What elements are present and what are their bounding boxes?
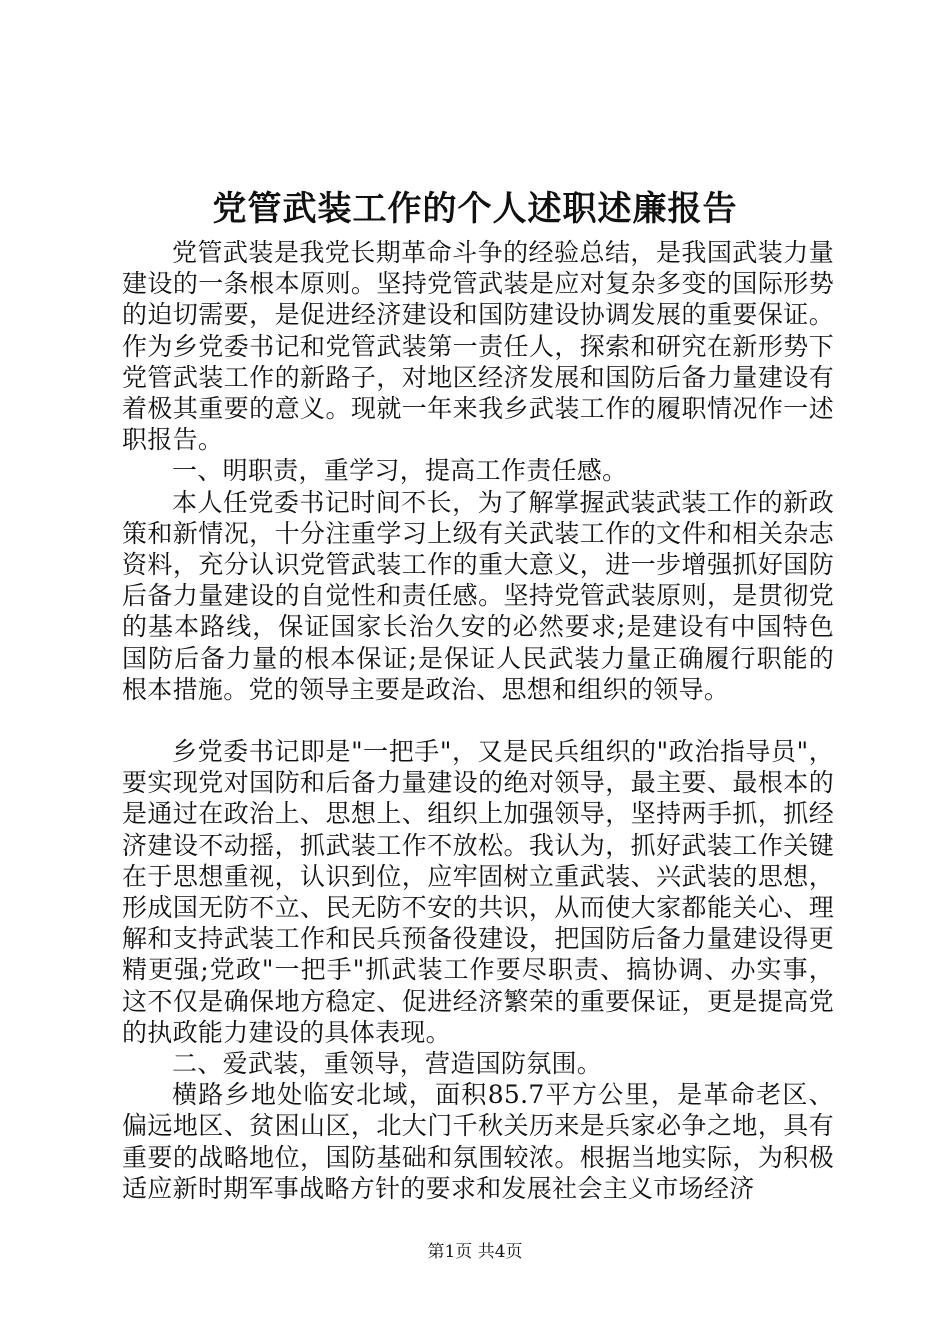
paragraph-section-1: 本人任党委书记时间不长，为了解掌握武装武装工作的新政策和新情况，十分注重学习上级有关武装工作的文件和相关杂志资料，充分认识党管武装工作的重大意义，进一步增强抓好国防后备力量建设的自觉性和责任感。坚持党管武装原则，是贯彻党的基本路线，保证国家长治久安的必然要求;是建设有中国特色国防后备力量的根本保证;是保证人民武装力量正确履行职能的根本措施。党的领导主要是政治、思想和组织的领导。 bbox=[122, 487, 834, 704]
paragraph-leader-role: 乡党委书记即是"一把手"，又是民兵组织的"政治指导员"，要实现党对国防和后备力量建设的绝对领导，最主要、最根本的是通过在政治上、思想上、组织上加强领导，坚持两手抓，抓经济建设不动摇，抓武装工作不放松。我认为，抓好武装工作关键在于思想重视，认识到位，应牢固树立重武装、兴武装的思想，形成国无防不立、民无防不安的共识，从而使大家都能关心、理解和支持武装工作和民兵预备役建设，把国防后备力量建设得更精更强;党政"一把手"抓武装工作要尽职责、搞协调、办实事，这不仅是确保地方稳定、促进经济繁荣的重要保证，更是提高党的执政能力建设的具体表现。 bbox=[122, 737, 834, 1047]
paragraph-intro: 党管武装是我党长期革命斗争的经验总结，是我国武装力量建设的一条根本原则。坚持党管武装是应对复杂多变的国际形势的迫切需要，是促进经济建设和国防建设协调发展的重要保证。作为乡党委书记和党管武装第一责任人，探索和研究在新形势下党管武装工作的新路子，对地区经济发展和国防后备力量建设有着极其重要的意义。现就一年来我乡武装工作的履职情况作一述职报告。 bbox=[122, 238, 834, 455]
document-body bbox=[122, 237, 834, 1204]
paragraph-section-2: 横路乡地处临安北域，面积85.7平方公里，是革命老区、偏远地区、贫困山区，北大门千秋关历来是兵家必争之地，具有重要的战略地位，国防基础和氛围较浓。根据当地实际，为积极适应新时期军事战略方针的要求和发展社会主义市场经济 bbox=[122, 1080, 834, 1203]
page-footer: 第1页 共4页 bbox=[427, 1242, 523, 1262]
section-heading-2: 二、爱武装，重领导，营造国防氛围。 bbox=[172, 1049, 603, 1079]
section-heading-1: 一、明职责，重学习，提高工作责任感。 bbox=[172, 456, 628, 486]
document-title: 党管武装工作的个人述职述廉报告 bbox=[212, 189, 738, 229]
